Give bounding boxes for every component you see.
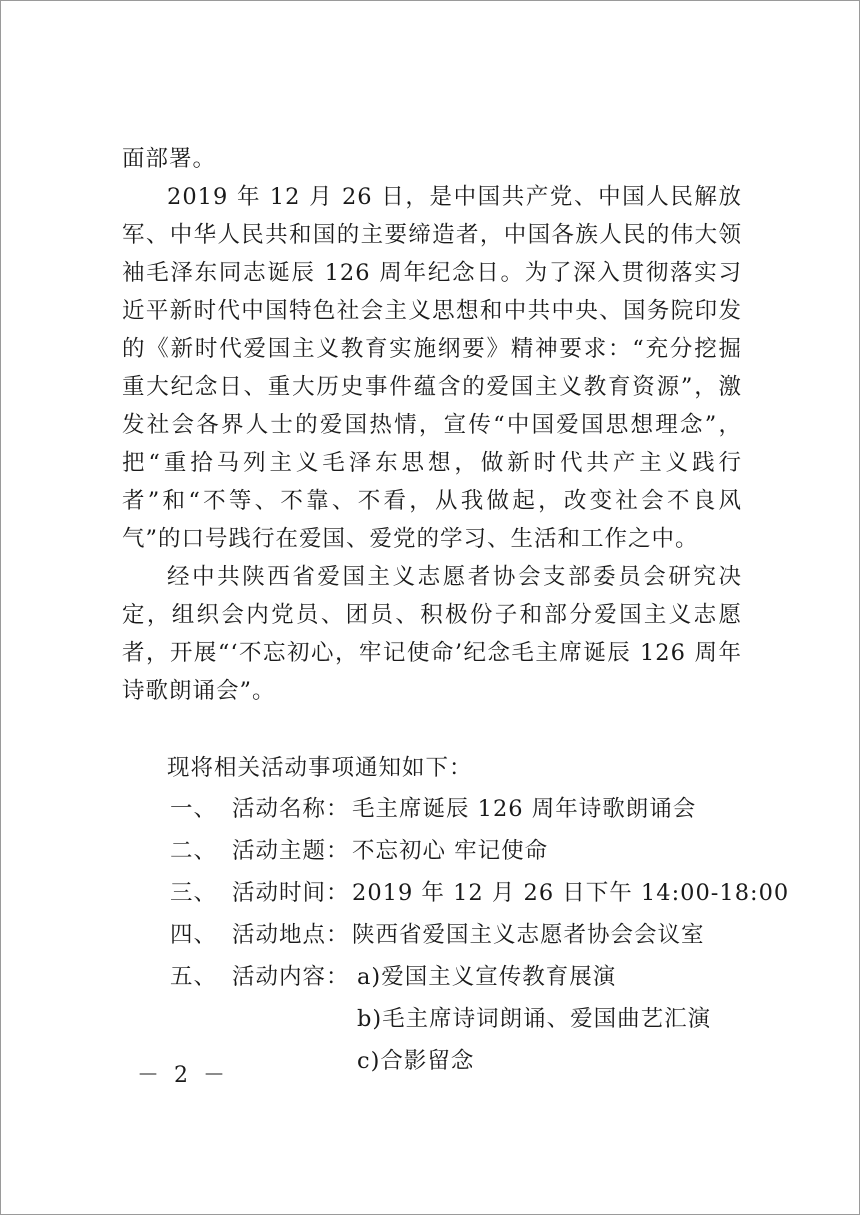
page-number: － 2 － xyxy=(137,1063,229,1088)
item-value: 2019 年 12 月 26 日下午 14:00-18:00 xyxy=(352,880,790,906)
item-number: 二、 xyxy=(170,838,218,864)
item-label: 活动名称： xyxy=(232,796,350,822)
item-label: 活动时间： xyxy=(232,880,350,906)
document-body xyxy=(122,140,790,1082)
item-label: 活动主题： xyxy=(232,838,350,864)
list-item-theme xyxy=(122,830,742,872)
blank-line xyxy=(122,710,742,748)
item-number: 四、 xyxy=(170,922,218,948)
item-value: 毛主席诞辰 126 周年诗歌朗诵会 xyxy=(352,796,697,822)
list-item-location xyxy=(122,914,742,956)
subitem-text: b)毛主席诗词朗诵、爱国曲艺汇演 xyxy=(357,1006,712,1032)
item-number: 五、 xyxy=(170,964,218,990)
paragraph-continuation: 面部署。 xyxy=(122,146,217,172)
item-number: 一、 xyxy=(170,796,218,822)
item-value: 不忘初心 牢记使命 xyxy=(352,838,549,864)
list-item-time xyxy=(122,872,790,914)
content-subitem xyxy=(122,998,742,1040)
list-item-content xyxy=(122,956,742,998)
list-item-name xyxy=(122,788,742,830)
item-value: 陕西省爱国主义志愿者协会会议室 xyxy=(352,922,705,948)
item-label: 活动地点： xyxy=(232,922,350,948)
item-label: 活动内容： xyxy=(232,964,350,990)
paragraph-anniversary: 2019 年 12 月 26 日，是中国共产党、中国人民解放军、中华人民共和国的主要缔造者，中国各族人民的伟大领袖毛泽东同志诞辰 126 周年纪念日。为了深入贯彻落实习近平新时代中国特色社会主义思想和中共中央、国务院印发的《新时代爱国主义教育实施纲要》精神要求：“充分挖掘重大纪念日、重大历史事件蕴含的爱国主义教育资源”，激发社会各界人士的爱国热情，宣传“中国爱国思想理念”，把“重拾马列主义毛泽东思想，做新时代共产主义践行者”和“不等、不靠、不看，从我做起，改变社会不良风气”的口号践行在爱国、爱党的学习、生活和工作之中。 xyxy=(122,184,742,552)
item-value: a)爱国主义宣传教育展演 xyxy=(357,964,617,990)
item-number: 三、 xyxy=(170,880,218,906)
notice-intro: 现将相关活动事项通知如下： xyxy=(167,755,473,781)
paragraph-decision: 经中共陕西省爱国主义志愿者协会支部委员会研究决定，组织会内党员、团员、积极份子和部分爱国主义志愿者，开展“‘不忘初心，牢记使命’纪念毛主席诞辰 126 周年诗歌朗诵会”。 xyxy=(122,564,742,704)
subitem-text: c)合影留念 xyxy=(357,1048,475,1074)
